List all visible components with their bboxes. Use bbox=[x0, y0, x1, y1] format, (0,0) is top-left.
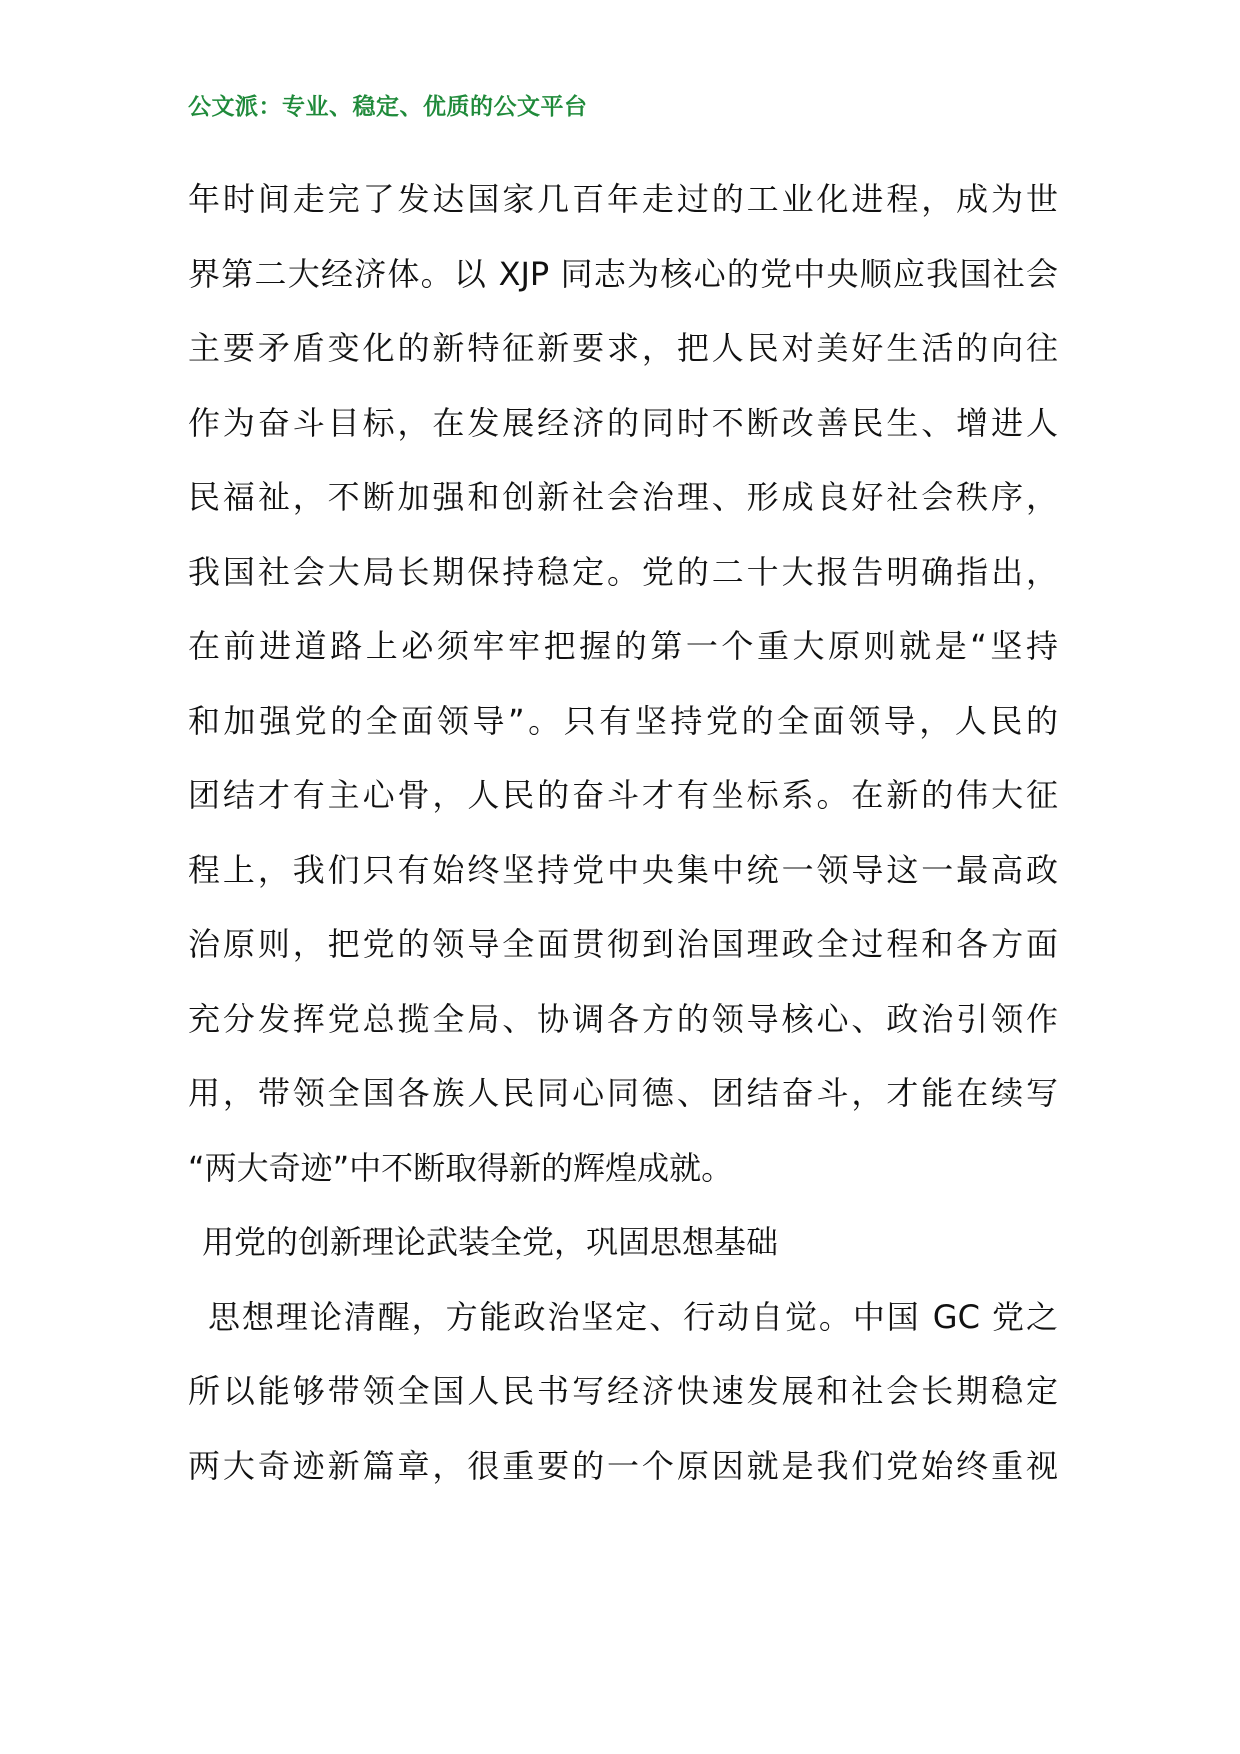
paragraph-line: 作为奋斗目标，在发展经济的同时不断改善民生、增进人 bbox=[188, 403, 1058, 442]
paragraph-line: 思想理论清醒，方能政治坚定、行动自觉。中国 GC 党之 bbox=[208, 1297, 1058, 1336]
paragraph-line: 在前进道路上必须牢牢把握的第一个重大原则就是“坚持 bbox=[188, 627, 1058, 665]
paragraph-line: 两大奇迹新篇章，很重要的一个原因就是我们党始终重视 bbox=[188, 1446, 1058, 1485]
paragraph-line: 主要矛盾变化的新特征新要求，把人民对美好生活的向往 bbox=[188, 329, 1058, 367]
site-tagline: 公文派：专业、稳定、优质的公文平台 bbox=[188, 94, 588, 120]
paragraph-line: 用，带领全国各族人民同心同德、团结奋斗，才能在续写 bbox=[188, 1074, 1058, 1112]
paragraph-line: 充分发挥党总揽全局、协调各方的领导核心、政治引领作 bbox=[188, 999, 1058, 1038]
paragraph-line: 界第二大经济体。以 XJP 同志为核心的党中央顺应我国社会 bbox=[188, 254, 1058, 293]
paragraph-line: 和加强党的全面领导”。只有坚持党的全面领导，人民的 bbox=[188, 701, 1058, 740]
paragraph-line: 我国社会大局长期保持稳定。党的二十大报告明确指出， bbox=[188, 552, 1058, 591]
paragraph-line-last: “两大奇迹”中不断取得新的辉煌成就。 bbox=[188, 1148, 734, 1187]
article-body bbox=[188, 162, 1058, 1503]
paragraph-line: 程上，我们只有始终坚持党中央集中统一领导这一最高政 bbox=[188, 850, 1058, 889]
paragraph-line: 民福祉，不断加强和创新社会治理、形成良好社会秩序， bbox=[188, 478, 1058, 516]
paragraph-line: 年时间走完了发达国家几百年走过的工业化进程，成为世 bbox=[188, 180, 1058, 218]
paragraph-line: 团结才有主心骨，人民的奋斗才有坐标系。在新的伟大征 bbox=[188, 776, 1058, 814]
paragraph-line: 治原则，把党的领导全面贯彻到治国理政全过程和各方面 bbox=[188, 925, 1058, 963]
section-heading: 用党的创新理论武装全党，巩固思想基础 bbox=[202, 1223, 779, 1261]
paragraph-line: 所以能够带领全国人民书写经济快速发展和社会长期稳定 bbox=[188, 1372, 1058, 1410]
